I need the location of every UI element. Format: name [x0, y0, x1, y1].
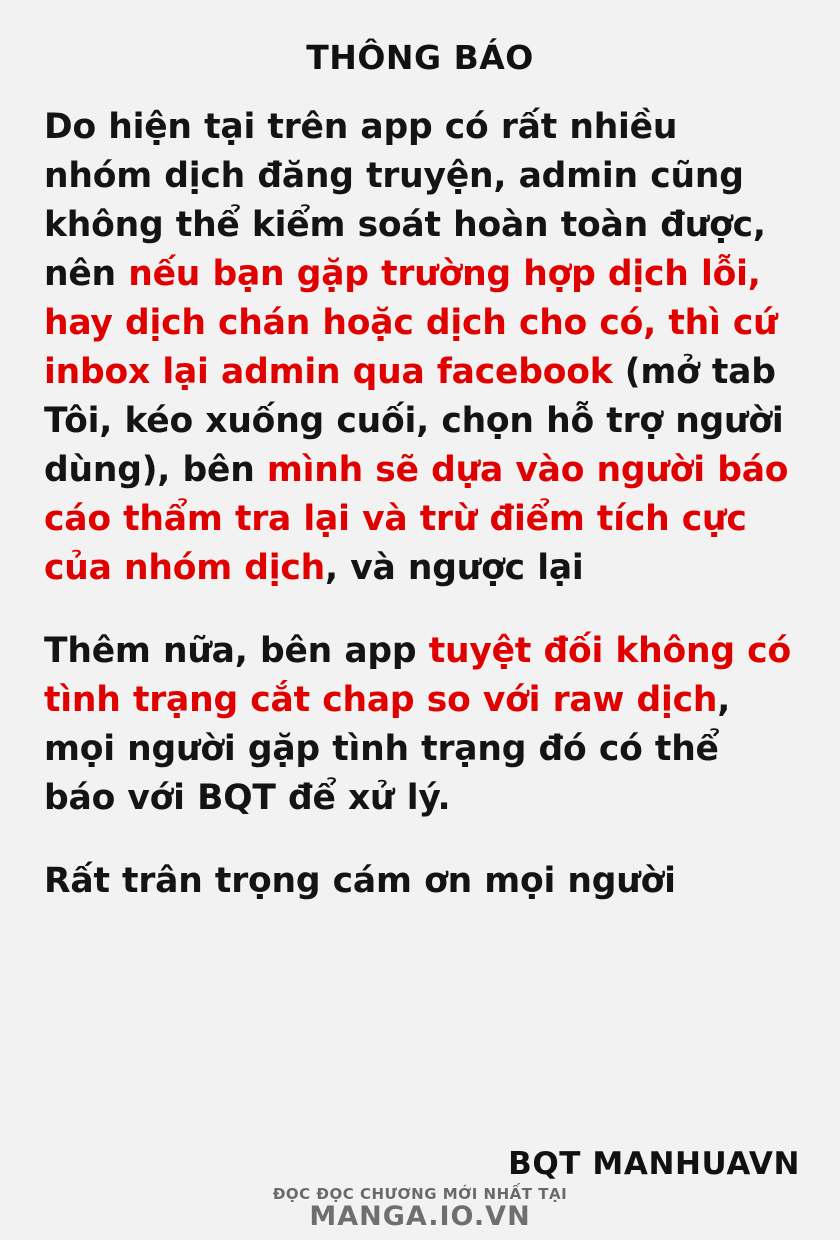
watermark-line-1: ĐỌC ĐỌC CHƯƠNG MỚI NHẤT TẠI	[272, 1184, 568, 1203]
text-segment: , và ngược lại	[325, 547, 584, 588]
paragraph-3	[44, 857, 796, 906]
watermark-line-2: MANGA.IO.VN	[309, 1201, 531, 1233]
text-segment: Rất trân trọng cám ơn mọi người	[44, 860, 676, 901]
text-segment-highlighted: tuyệt đối không có tình trạng cắt chap so với raw dịch	[44, 630, 791, 720]
page-title: THÔNG BÁO	[306, 38, 534, 77]
signature-block	[508, 1146, 800, 1182]
text-segment: (mở tab Tôi, kéo xuống cuối, chọn hỗ trợ người dùng), bên	[44, 351, 784, 490]
paragraph-2	[44, 627, 796, 823]
paragraph-1	[44, 103, 796, 593]
text-segment: Thêm nữa, bên app	[44, 630, 429, 671]
text-segment: Do hiện tại trên app có rất nhiều nhóm dịch đăng truyện, admin cũng không thể kiểm soát hoàn toàn được, nên	[44, 107, 766, 294]
notice-body	[0, 103, 840, 1240]
text-segment: , mọi người gặp tình trạng đó có thể báo với BQT để xử lý.	[44, 679, 731, 818]
signature-text: BQT MANHUAVN	[508, 1146, 800, 1182]
text-segment-highlighted: mình sẽ dựa vào người báo cáo thẩm tra lại và trừ điểm tích cực của nhóm dịch	[44, 449, 789, 588]
text-segment-highlighted: nếu bạn gặp trường hợp dịch lỗi, hay dịch chán hoặc dịch cho có, thì cứ inbox lại admin qua facebook	[44, 253, 778, 392]
